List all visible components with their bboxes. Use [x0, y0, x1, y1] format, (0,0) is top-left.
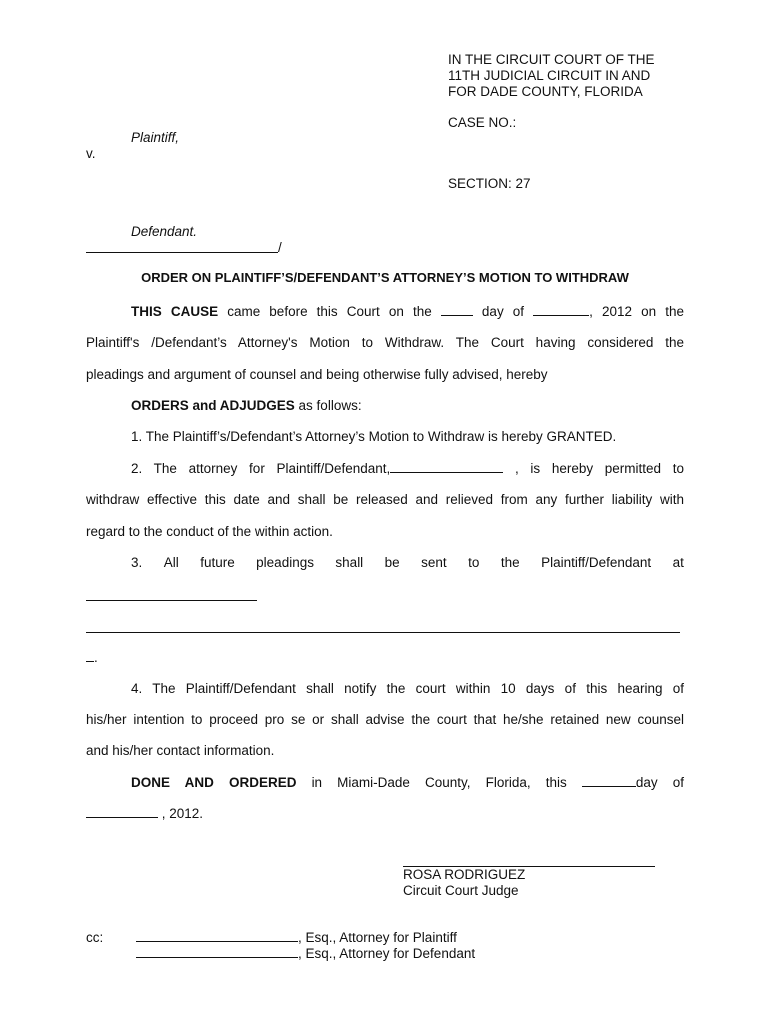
defendant-label: Defendant. [131, 224, 198, 239]
done-day-blank [582, 775, 636, 787]
cc-plaintiff-attorney-blank [136, 930, 298, 942]
document-title: ORDER ON PLAINTIFF’S/DEFENDANT’S ATTORNEY’S MOTION TO WITHDRAW [141, 270, 629, 285]
p1-text-c: , 2012 on the [589, 304, 684, 319]
paragraph-1-line-1 [131, 304, 684, 320]
item-4-line-1: 4. The Plaintiff/Defendant shall notify the court within 10 days of this hearing of [131, 681, 684, 696]
item-3-word: shall [335, 555, 364, 570]
done-ordered-text-b: day of [635, 775, 684, 790]
item-3-word: to [468, 555, 480, 570]
done-ordered-label: DONE AND ORDERED [131, 775, 297, 790]
court-header-line3: FOR DADE COUNTY, FLORIDA [448, 84, 643, 99]
judge-name: ROSA RODRIGUEZ [403, 867, 526, 882]
p1-text-a: came before this Court on the [227, 304, 432, 319]
court-header-line2: 11TH JUDICIAL CIRCUIT IN AND [448, 68, 651, 83]
court-header [448, 52, 708, 100]
court-header-line1: IN THE CIRCUIT COURT OF THE [448, 52, 655, 67]
item-1: 1. The Plaintiff’s/Defendant’s Attorney’s Motion to Withdraw is hereby GRANTED. [131, 429, 617, 444]
plaintiff-label: Plaintiff, [131, 130, 180, 145]
judge-signature-block [403, 867, 525, 899]
caption-slash: / [278, 240, 282, 255]
cc-label: cc: [86, 930, 104, 945]
cc-plaintiff-attorney: , Esq., Attorney for Plaintiff [298, 930, 457, 945]
orders-adjudges-text: as follows: [298, 398, 362, 413]
cc-plaintiff-attorney-line [136, 930, 457, 946]
item-3-word: future [200, 555, 235, 570]
done-ordered-text-a: in Miami-Dade County, Florida, this [311, 775, 567, 790]
cc-defendant-attorney-blank [136, 946, 298, 958]
item-4-line-2: his/her intention to proceed pro se or shall advise the court that he/she retained new counsel [86, 712, 684, 727]
attorney-name-blank [390, 461, 503, 473]
item-3-word: All [163, 555, 179, 570]
cc-defendant-attorney: , Esq., Attorney for Defendant [298, 946, 476, 961]
day-blank [441, 304, 473, 316]
done-ordered-year: , 2012. [161, 806, 204, 821]
orders-adjudges-line [131, 398, 362, 414]
caption-underline [86, 252, 278, 253]
item-3-word: 3. [131, 555, 143, 570]
address-blank-2 [86, 632, 680, 633]
done-ordered-line-1 [131, 775, 684, 791]
item-4-line-3: and his/her contact information. [86, 743, 275, 758]
done-ordered-line-2 [86, 806, 203, 822]
item-3-word: sent [421, 555, 447, 570]
orders-adjudges-label: ORDERS and ADJUDGES [131, 398, 295, 413]
judge-title: Circuit Court Judge [403, 883, 519, 898]
item-2-text-a: 2. The attorney for Plaintiff/Defendant, [131, 461, 391, 476]
item-3-line-1 [131, 555, 684, 571]
case-number-label: CASE NO.: [448, 115, 517, 130]
item-3-word: Plaintiff/Defendant [541, 555, 652, 570]
item-3-word: pleadings [256, 555, 314, 570]
versus-label: v. [86, 146, 96, 161]
address-blank-3-line [86, 650, 94, 662]
address-blank-1 [86, 600, 257, 601]
item-2-line-1 [131, 461, 684, 477]
p1-text-b: day of [481, 304, 525, 319]
month-blank [533, 304, 589, 316]
item-3-period: . [94, 650, 98, 665]
item-3-word: be [384, 555, 400, 570]
item-2-line-2: withdraw effective this date and shall be released and relieved from any further liability with [86, 492, 684, 507]
address-blank-3 [86, 650, 98, 666]
item-2-text-b: , is hereby permitted to [514, 461, 684, 476]
paragraph-1-line-3: pleadings and argument of counsel and being otherwise fully advised, hereby [86, 367, 548, 382]
done-month-blank [86, 806, 158, 818]
item-3-word: the [500, 555, 520, 570]
cc-defendant-attorney-line [136, 946, 475, 962]
paragraph-1-line-2: Plaintiff's /Defendant’s Attorney's Motion to Withdraw. The Court having considered the [86, 335, 684, 350]
item-3-word: at [672, 555, 684, 570]
this-cause-label: THIS CAUSE [131, 304, 219, 319]
section-label: SECTION: 27 [448, 176, 531, 191]
item-2-line-3: regard to the conduct of the within action. [86, 524, 333, 539]
